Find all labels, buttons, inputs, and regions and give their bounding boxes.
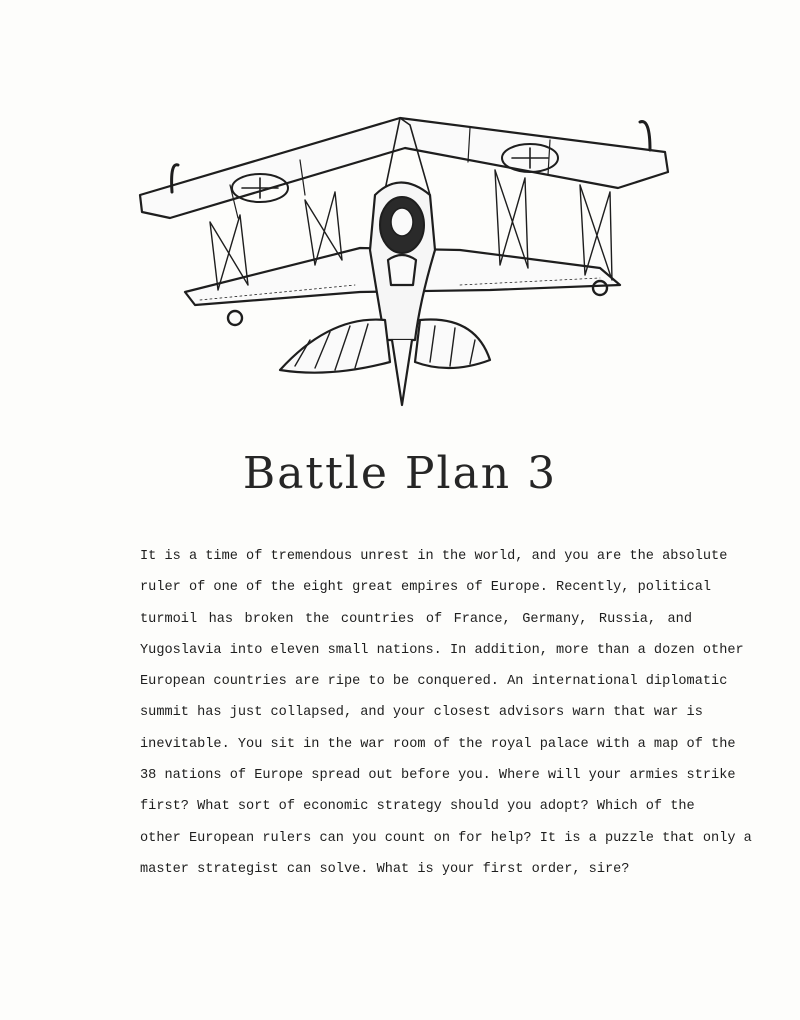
paragraph-line: master strategist can solve. What is your first order, sire? — [140, 861, 630, 877]
paragraph-line: Yugoslavia into eleven small nations. In addition, more than a dozen other — [140, 642, 744, 658]
intro-paragraph — [140, 541, 752, 885]
paragraph-line: European countries are ripe to be conquered. An international diplomatic — [140, 674, 728, 690]
paragraph-line: other European rulers can you count on for help? It is a puzzle that only a — [140, 830, 752, 846]
paragraph-line: It is a time of tremendous unrest in the world, and you are the absolute — [140, 549, 728, 564]
paragraph-line: inevitable. You sit in the war room of the royal palace with a map of the — [140, 736, 736, 752]
paragraph-line: ruler of one of the eight great empires of Europe. Recently, political — [140, 580, 712, 596]
biplane-illustration — [130, 100, 675, 410]
paragraph-line: 38 nations of Europe spread out before you. Where will your armies strike — [140, 768, 736, 784]
paragraph-line: turmoil has broken the countries of France, Germany, Russia, and — [140, 611, 692, 627]
paragraph-line: summit has just collapsed, and your closest advisors warn that war is — [140, 705, 703, 721]
paragraph-line: first? What sort of economic strategy should you adopt? Which of the — [140, 799, 695, 815]
page-title: Battle Plan 3 — [242, 448, 558, 499]
